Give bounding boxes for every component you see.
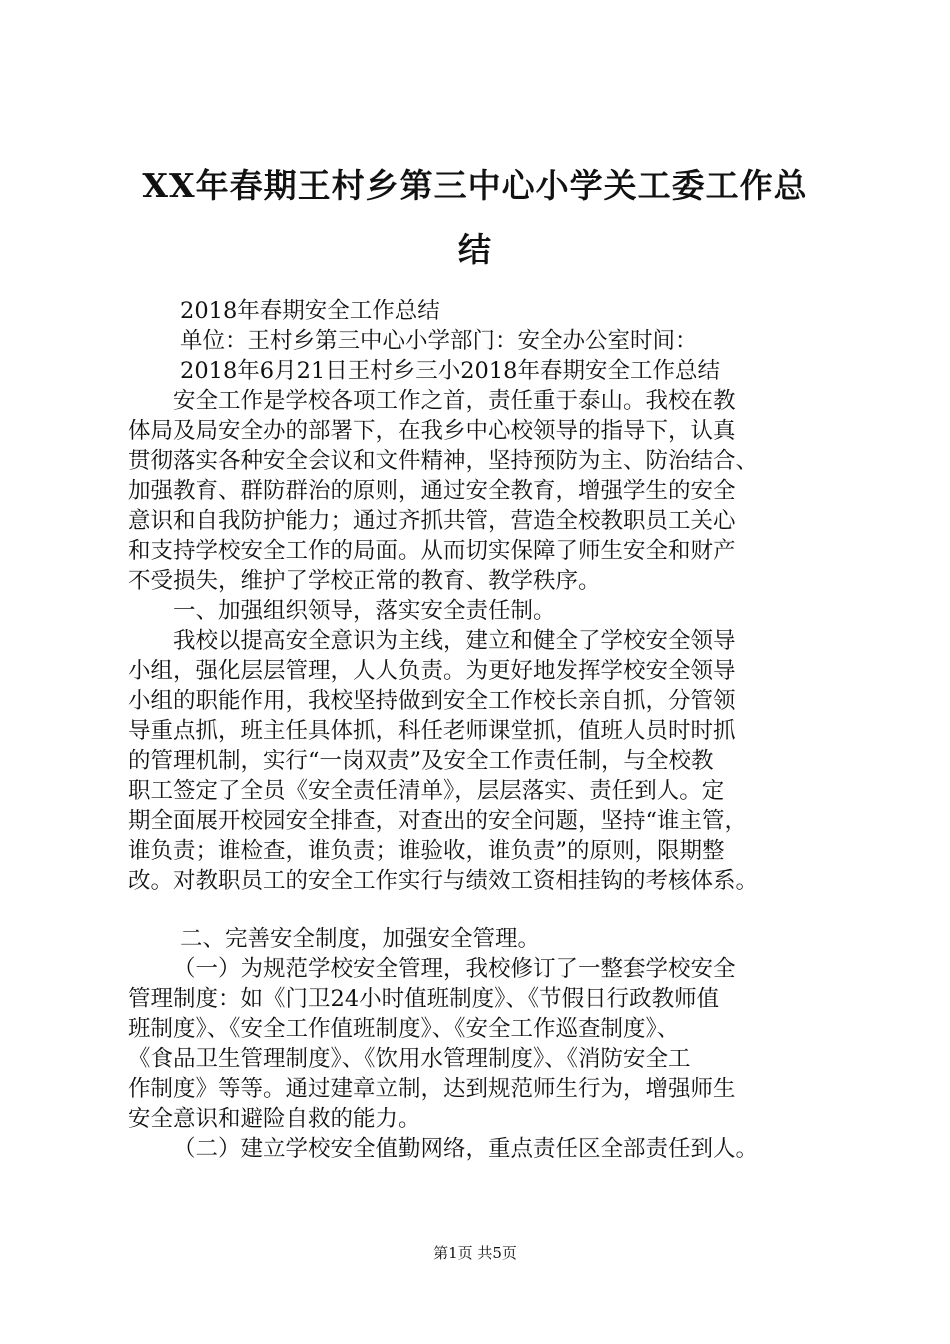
title-line-1: XX年春期王村乡第三中心小学关工委工作总 <box>142 166 808 205</box>
paragraph-line: （二）建立学校安全值勤网络，重点责任区全部责任到人。 <box>173 1136 759 1162</box>
document-body <box>128 296 858 1164</box>
paragraph-line: （一）为规范学校安全管理，我校修订了一整套学校安全 <box>173 956 736 982</box>
paragraph-line: 安全意识和避险自救的能力。 <box>128 1106 421 1132</box>
paragraph-line: 期全面展开校园安全排查，对查出的安全问题，坚持“谁主管， <box>128 808 748 834</box>
section-heading: 一、加强组织领导，落实安全责任制。 <box>173 598 556 624</box>
subtitle-line: 2018年春期安全工作总结 <box>180 298 440 324</box>
paragraph-line: 班制度》、《安全工作值班制度》、《安全工作巡查制度》、 <box>128 1016 680 1042</box>
paragraph-line: 意识和自我防护能力；通过齐抓共管，营造全校教职员工关心 <box>128 508 736 534</box>
paragraph-line: 加强教育、群防群治的原则，通过安全教育，增强学生的安全 <box>128 478 736 504</box>
paragraph-line: 《食品卫生管理制度》、《饮用水管理制度》、《消防安全工 <box>128 1046 691 1072</box>
paragraph-gap <box>128 896 858 924</box>
paragraph-line: 小组，强化层层管理，人人负责。为更好地发挥学校安全领导 <box>128 658 736 684</box>
paragraph-line: 导重点抓，班主任具体抓，科任老师课堂抓，值班人员时时抓 <box>128 718 736 744</box>
title-line-2: 结 <box>458 230 492 269</box>
page-footer: 第1页 共5页 <box>433 1244 517 1262</box>
paragraph-line: 管理制度：如《门卫24小时值班制度》、《节假日行政教师值 <box>128 986 720 1012</box>
paragraph-line: 的管理机制，实行“一岗双责”及安全工作责任制，与全校教 <box>128 748 714 774</box>
paragraph-line: 职工签定了全员《安全责任清单》，层层落实、责任到人。定 <box>128 778 725 804</box>
section-heading: 二、完善安全制度，加强安全管理。 <box>180 926 541 952</box>
paragraph-line: 体局及局安全办的部署下，在我乡中心校领导的指导下，认真 <box>128 418 736 444</box>
paragraph-line: 作制度》等等。通过建章立制，达到规范师生行为，增强师生 <box>128 1076 736 1102</box>
date-line: 2018年6月21日王村乡三小2018年春期安全工作总结 <box>180 358 720 384</box>
paragraph-line: 安全工作是学校各项工作之首，责任重于泰山。我校在教 <box>173 388 736 414</box>
paragraph-line: 改。对教职员工的安全工作实行与绩效工资相挂钩的考核体系。 <box>128 868 759 894</box>
paragraph-line: 和支持学校安全工作的局面。从而切实保障了师生安全和财产 <box>128 538 736 564</box>
paragraph-line: 谁负责；谁检查，谁负责；谁验收，谁负责”的原则，限期整 <box>128 838 725 864</box>
paragraph-line: 小组的职能作用，我校坚持做到安全工作校长亲自抓，分管领 <box>128 688 736 714</box>
paragraph-line: 不受损失，维护了学校正常的教育、教学秩序。 <box>128 568 601 594</box>
paragraph-line: 贯彻落实各种安全会议和文件精神，坚持预防为主、防治结合、 <box>128 448 759 474</box>
paragraph-line: 我校以提高安全意识为主线，建立和健全了学校安全领导 <box>173 628 736 654</box>
unit-line: 单位：王村乡第三中心小学部门：安全办公室时间： <box>180 328 698 354</box>
document-title <box>120 154 830 282</box>
